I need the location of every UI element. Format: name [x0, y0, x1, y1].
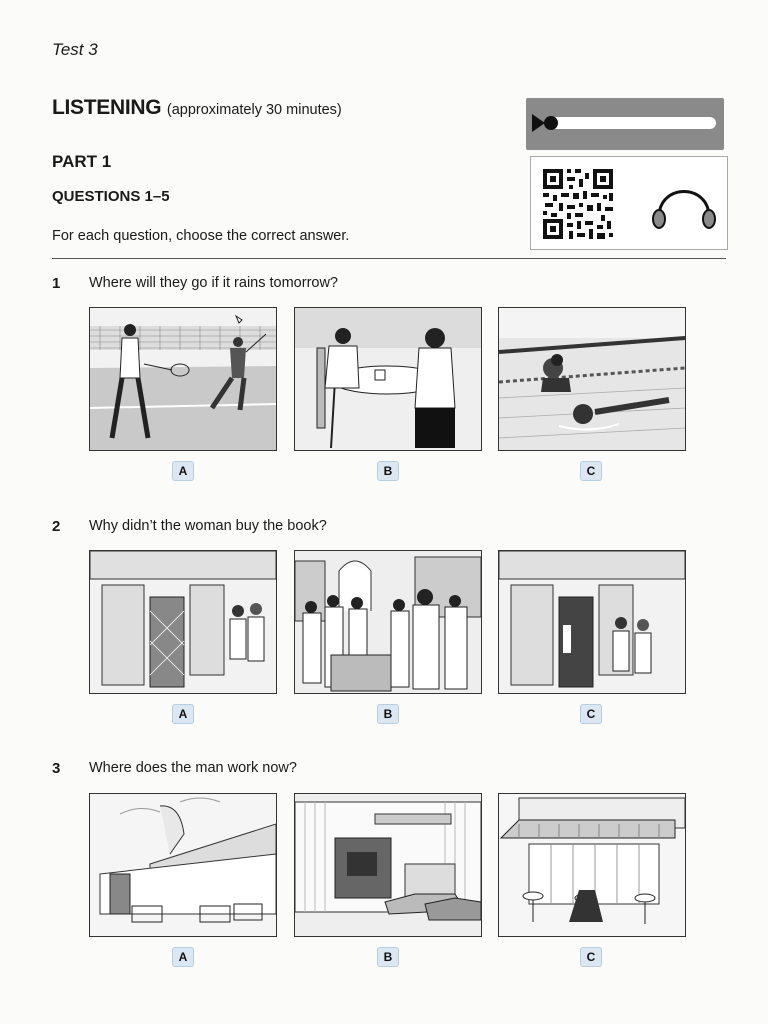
question-text: Where will they go if it rains tomorrow? [89, 275, 338, 291]
cafe-illustration [499, 794, 685, 936]
section-title-text: LISTENING [52, 96, 162, 119]
option-picture-garage[interactable] [294, 793, 482, 937]
option-c-button[interactable]: C [580, 947, 602, 967]
section-subtitle: (approximately 30 minutes) [166, 102, 342, 118]
garage-illustration [295, 794, 481, 936]
media-box [530, 156, 728, 250]
option-c-button[interactable]: C [580, 461, 602, 481]
option-b-button[interactable]: B [377, 704, 399, 724]
question-number: 2 [52, 518, 61, 535]
section-title [52, 96, 342, 120]
questions-range: QUESTIONS 1–5 [52, 188, 170, 205]
question-number: 3 [52, 760, 61, 777]
progress-track[interactable] [548, 117, 716, 129]
option-a-button[interactable]: A [172, 704, 194, 724]
option-picture-open-bookshop[interactable] [498, 550, 686, 694]
option-b-button[interactable]: B [377, 947, 399, 967]
headphones-icon [649, 175, 719, 231]
option-c-button[interactable]: C [580, 704, 602, 724]
option-a-button[interactable]: A [172, 461, 194, 481]
option-picture-closed-bookshop[interactable] [89, 550, 277, 694]
option-picture-crowded-bookshop[interactable] [294, 550, 482, 694]
option-b-button[interactable]: B [377, 461, 399, 481]
option-picture-cafe[interactable] [498, 793, 686, 937]
option-picture-supermarket[interactable] [89, 793, 277, 937]
option-a-button[interactable]: A [172, 947, 194, 967]
option-picture-cafe-table[interactable] [294, 307, 482, 451]
instruction-text: For each question, choose the correct answer. [52, 228, 350, 244]
question-text: Where does the man work now? [89, 760, 297, 776]
swimming-pool-illustration [499, 308, 685, 450]
audio-player[interactable] [526, 98, 724, 150]
option-picture-badminton[interactable] [89, 307, 277, 451]
badminton-illustration [90, 308, 276, 450]
closed-bookshop-illustration [90, 551, 276, 693]
part-heading: PART 1 [52, 152, 112, 171]
divider [52, 258, 726, 259]
progress-handle[interactable] [544, 116, 558, 130]
option-picture-swimming-pool[interactable] [498, 307, 686, 451]
crowded-bookshop-illustration [295, 551, 481, 693]
test-label: Test 3 [52, 40, 98, 59]
qr-code-icon[interactable] [541, 167, 615, 241]
supermarket-illustration [90, 794, 276, 936]
cafe-table-illustration [295, 308, 481, 450]
question-number: 1 [52, 275, 61, 292]
question-text: Why didn’t the woman buy the book? [89, 518, 327, 534]
open-bookshop-illustration [499, 551, 685, 693]
